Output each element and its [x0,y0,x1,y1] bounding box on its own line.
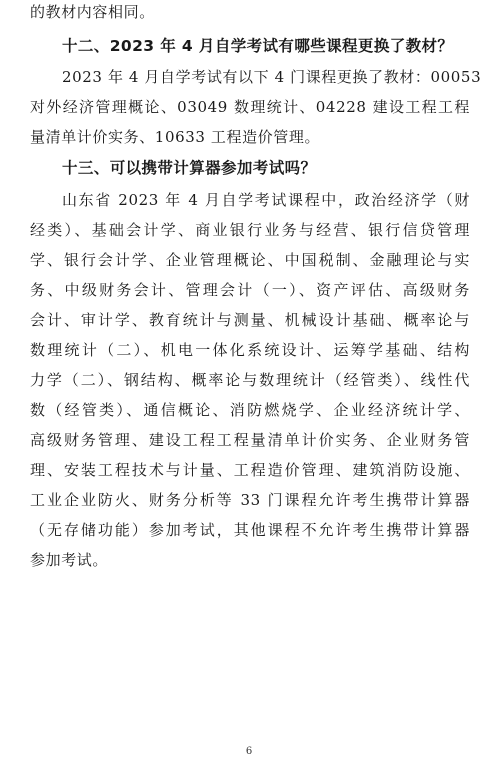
section-12-heading: 十二、2023 年 4 月自学考试有哪些课程更换了教材？ [62,37,454,55]
section-13-line: 工业企业防火、财务分析等 33 门课程允许考生携带计算器 [30,491,470,509]
section-13-line: 经类）、基础会计学、商业银行业务与经营、银行信贷管理 [30,221,470,239]
section-13-line: 学、银行会计学、企业管理概论、中国税制、金融理论与实 [30,251,470,269]
section-13-line: 数（经管类）、通信概论、消防燃烧学、企业经济统计学、 [30,401,470,419]
section-13-heading: 十三、可以携带计算器参加考试吗？ [62,159,317,177]
section-13-line: 数理统计（二）、机电一体化系统设计、运筹学基础、结构 [30,341,470,359]
section-12-line: 量清单计价实务、10633 工程造价管理。 [30,128,321,146]
section-13-line: 高级财务管理、建设工程工程量清单计价实务、企业财务管 [30,431,470,449]
section-12-line: 对外经济管理概论、03049 数理统计、04228 建设工程工程 [30,98,470,116]
section-13-line: 务、中级财务会计、管理会计（一）、资产评估、高级财务 [30,281,470,299]
section-13-line: 山东省 2023 年 4 月自学考试课程中，政治经济学（财 [62,191,470,209]
section-12-line: 2023 年 4 月自学考试有以下 4 门课程更换了教材：00053 [62,68,482,86]
carryover-text: 的教材内容相同。 [30,3,155,21]
section-13-line: 力学（二）、钢结构、概率论与数理统计（经管类）、线性代 [30,371,470,389]
section-13-line: 理、安装工程技术与计量、工程造价管理、建筑消防设施、 [30,461,470,479]
section-13-line: （无存储功能）参加考试，其他课程不允许考生携带计算器 [30,521,470,539]
page-number: 6 [245,746,253,757]
section-13-line: 参加考试。 [30,551,109,569]
section-13-line: 会计、审计学、教育统计与测量、机械设计基础、概率论与 [30,311,470,329]
